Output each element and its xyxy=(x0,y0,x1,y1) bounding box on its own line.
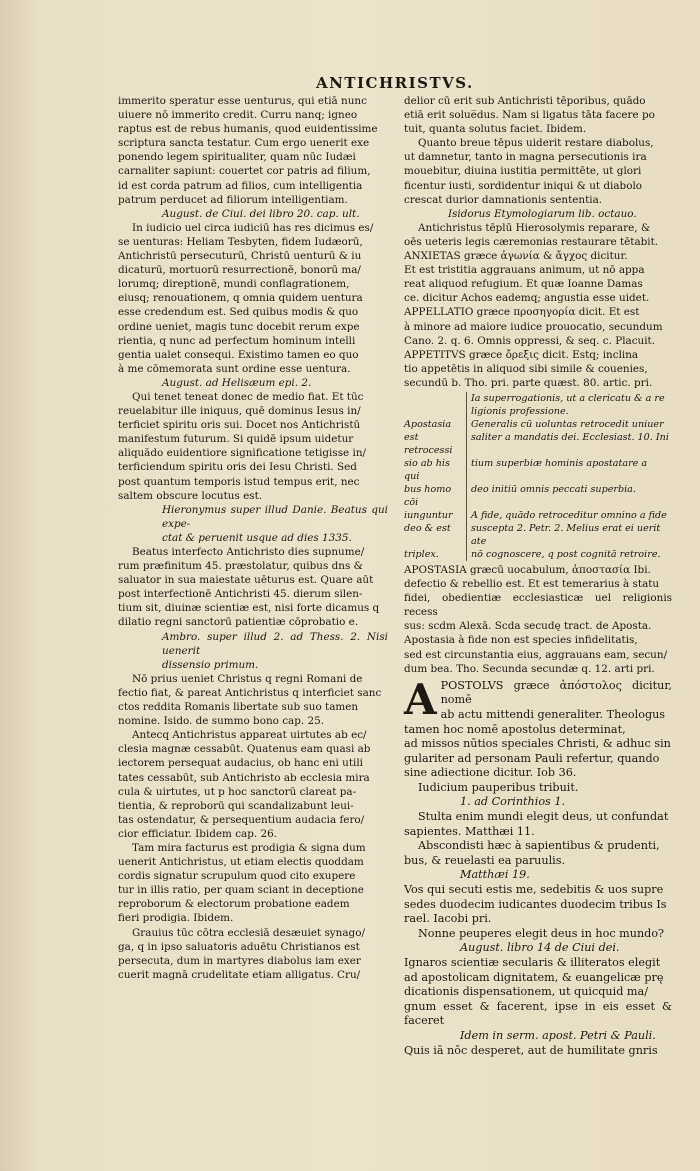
text-line: patrum perducet ad filiorum intelligentiam. xyxy=(118,193,348,206)
note-main-text: Ia superrogationis, ut a clericatu & a re xyxy=(466,392,672,405)
text-line: lorumq; direptionē, mundi conflagrationem, xyxy=(118,278,350,291)
text-line: Quanto breue tēpus uiderit restare diabolus, xyxy=(418,137,654,150)
text-line: saluator in sua maiestate uēturus est. Quare aūt xyxy=(118,574,374,587)
note-row xyxy=(404,548,672,561)
text-line: In iudicio uel circa iudiciū has res dicimus es/ xyxy=(132,221,374,234)
text-line: à minore ad maiore iudice prouocatio, secundum xyxy=(404,320,663,333)
text-line: ficentur iusti, sordidentur iniqui & ut diabolo xyxy=(404,179,643,192)
apostolus-entry xyxy=(404,674,672,781)
text-line: dicationis dispensationem, ut quicquid ma/ xyxy=(404,985,648,999)
text-line: APPETITVS græce ὄρεξις dicit. Estq; inclina xyxy=(404,348,639,361)
text-line: tur in illis ratio, per quam sciant in deceptione xyxy=(118,884,364,897)
text-line: Grauius tūc cōtra ecclesiā desæuiet synago/ xyxy=(132,926,365,939)
text-line: APPELLATIO græce προσηγορία dicit. Et est xyxy=(404,306,640,319)
text-line: cuerit magnā crudelitate etiam alligatus. Cru/ xyxy=(118,968,361,981)
text-line: tium sit, diuinæ scientiæ est, nisi forte dicamus q xyxy=(118,602,380,615)
note-side-label: deo & est xyxy=(404,522,451,534)
text-line: terficiet spiritu oris sui. Docet nos Antichristū xyxy=(118,419,361,432)
text-line: dissensio primum. xyxy=(162,658,259,671)
note-main-text: nō cognoscere, q post cognitā retroire. xyxy=(466,548,672,561)
text-line: gentia ualet consequi. Existimo tamen eo quo xyxy=(118,348,359,361)
text-line: mouebitur, diuina iustitia permittēte, ut glori xyxy=(404,165,642,178)
right-column-top xyxy=(404,94,672,390)
text-line: persecuta, dum in martyres diabolus iam exer xyxy=(118,954,361,967)
note-side-label: est retrocessi xyxy=(404,431,453,456)
text-line: 1. ad Corinthios 1. xyxy=(460,795,566,809)
text-line: oēs ueteris legis cæremonias restaurare tētabit. xyxy=(404,235,659,248)
text-line: gnum esset & facerent, ipse in eis esset & faceret xyxy=(404,999,672,1028)
text-line: uenerit Antichristus, ut etiam electis quoddam xyxy=(118,856,364,869)
text-line: ordine ueniet, magis tunc docebit rerum expe xyxy=(118,320,360,333)
note-side-label xyxy=(404,405,466,418)
text-line: dilatio regni sanctorū patientiæ cōprobatio e. xyxy=(118,616,359,629)
text-line: Vos qui secuti estis me, sedebitis & uos supre xyxy=(404,883,664,897)
text-line: cula & uirtutes, ut p hoc sanctorū clareat pa- xyxy=(118,785,357,798)
text-line: Antichristū persecuturū, Christū uenturū & iu xyxy=(118,250,362,263)
text-line: Ignaros scientiæ secularis & illiteratos elegit xyxy=(404,956,661,969)
text-line: Iudicium pauperibus tribuit. xyxy=(418,780,579,794)
text-line: Apostasia à fide non est species infidelitatis, xyxy=(404,634,638,647)
text-line: post quantum temporis istud tempus erit, nec xyxy=(118,475,360,488)
text-line: reuelabitur ille iniquus, quē dominus Iesus in/ xyxy=(118,405,361,418)
text-line: uiuere nō immerito credit. Curru nanq; igneo xyxy=(118,109,358,122)
note-side-label: iunguntur xyxy=(404,509,453,521)
note-side-label xyxy=(404,392,466,405)
note-row xyxy=(404,431,672,457)
text-line: nomine. Isido. de summo bono cap. 25. xyxy=(118,715,325,728)
note-row xyxy=(404,392,672,405)
text-line: Qui tenet teneat donec de medio fiat. Et tūc xyxy=(132,390,364,403)
text-line: Matthæi 19. xyxy=(460,868,530,882)
text-line: ad apostolicam dignitatem, & euangelicæ prę xyxy=(404,970,664,984)
text-line: Et est tristitia aggrauans animum, ut nō appa xyxy=(404,264,645,277)
note-side-label: sio ab his qui xyxy=(404,457,450,482)
note-main-text: A fide, quādo retroceditur omnino a fide xyxy=(466,509,672,522)
note-row xyxy=(404,522,672,548)
note-main-text: suscepta 2. Petr. 2. Melius erat ei uerit ate xyxy=(466,522,672,548)
note-row xyxy=(404,509,672,522)
text-line: ab actu mittendi generaliter. Theologus xyxy=(440,707,666,721)
text-line: August. libro 14 de Ciui dei. xyxy=(460,941,620,955)
text-line: Isidorus Etymologiarum lib. octauo. xyxy=(448,207,637,220)
text-line: eiusq; renouationem, q omnia quidem uentura xyxy=(118,292,363,305)
note-side-label: bus homo cōi xyxy=(404,483,452,508)
text-line: Stulta enim mundi elegit deus, ut confundat xyxy=(418,810,669,824)
note-side-label: Apostasia xyxy=(404,418,452,430)
right-column-end xyxy=(404,781,672,1058)
text-line: tientia, & reproborū qui scandalizabunt leui- xyxy=(118,799,354,812)
text-line: rum præfinitum 45. præstolatur, quibus dns & xyxy=(118,560,363,573)
text-line: raptus est de rebus humanis, quod euidentissime xyxy=(118,123,378,136)
text-line: saltem obscure locutus est. xyxy=(118,489,263,502)
text-line: manifestum futurum. Si quidē ipsum uidetur xyxy=(118,433,354,446)
text-line: clesia magnæ cessabūt. Quatenus eam quasi ab xyxy=(118,743,371,756)
apostolus-text xyxy=(404,674,672,781)
text-line: fieri prodigia. Ibidem. xyxy=(118,912,234,925)
text-line: tio appetētis in aliquod sibi simile & couenies, xyxy=(404,362,648,375)
text-line: ctos reddita Romanis libertate sub suo tamen xyxy=(118,701,359,714)
text-line: sed est circunstantia eius, aggrauans eam, secun/ xyxy=(404,648,668,661)
right-column-middle xyxy=(404,563,672,676)
text-line: Antichristus tēplū Hierosolymis reparare, & xyxy=(418,221,651,234)
text-line: rael. Iacobi pri. xyxy=(404,912,492,926)
text-line: aliquādo euidentiore significatione tetigisse in/ xyxy=(118,447,367,460)
note-main-text: saliter a mandatis dei. Ecclesiast. 10. Ini xyxy=(466,431,672,457)
text-line: sedes duodecim iudicantes duodecim tribus Is xyxy=(404,897,667,911)
text-line: ANXIETAS græce ἀγωνία & ἄγχος dicitur. xyxy=(404,250,628,263)
text-line: tates cessabūt, sub Antichristo ab ecclesia mira xyxy=(118,771,370,784)
text-line: Abscondisti hæc à sapientibus & prudenti, xyxy=(418,839,660,853)
text-line: reproborum & electorum probatione eadem xyxy=(118,898,350,911)
text-line: Cano. 2. q. 6. Omnis oppressi, & seq. c. Placuit. xyxy=(404,334,656,347)
text-line: tamen hoc nomē apostolus determinat, xyxy=(404,722,626,736)
text-line: ad missos nūtios speciales Christi, & adhuc sin xyxy=(404,737,671,751)
text-line: APOSTASIA græcū uocabulum, ἀποστασία Ibi. xyxy=(404,563,651,576)
text-line: Hieronymus super illud Danie. Beatus qui expe- xyxy=(162,503,388,530)
note-main-text: ligionis professione. xyxy=(466,405,672,418)
text-line: ctat & peruenit usque ad dies 1335. xyxy=(162,531,352,544)
text-line: POSTOLVS græce ἀπόστολος dicitur, nomē xyxy=(440,678,672,707)
note-side-label: triplex. xyxy=(404,548,439,560)
text-line: tuit, quanta solutus faciet. Ibidem. xyxy=(404,123,587,136)
note-row xyxy=(404,405,672,418)
text-line: ga, q in ipso saluatoris aduētu Christianos est xyxy=(118,940,360,953)
text-line: defectio & rebellio est. Et est temerarius à statu xyxy=(404,578,660,591)
text-line: id est corda patrum ad filios, cum intelligentia xyxy=(118,179,363,192)
text-line: bus, & reuelasti ea paruulis. xyxy=(404,853,566,867)
text-line: sapientes. Matthæi 11. xyxy=(404,824,535,838)
text-line: August. de Ciui. dei libro 20. cap. ult. xyxy=(162,207,360,220)
text-line: Ambro. super illud 2. ad Thess. 2. Nisi uenerit xyxy=(162,630,388,657)
text-line: Nō prius ueniet Christus q regni Romani de xyxy=(132,672,363,685)
text-line: Antecq Antichristus appareat uirtutes ab ec/ xyxy=(132,729,367,742)
text-line: reat aliquod refugium. Et quæ Ioanne Damas xyxy=(404,278,643,291)
text-line: fidei, obedientiæ ecclesiasticæ uel religionis recess xyxy=(404,592,672,619)
text-line: iectorem persequat audacius, ob hanc eni utili xyxy=(118,757,363,770)
text-line: tas ostendatur, & persequentium audacia fero/ xyxy=(118,813,365,826)
text-line: ponendo legem spiritualiter, quam nūc Iudæi xyxy=(118,151,356,164)
text-line: scriptura sancta testatur. Cum ergo uenerit exe xyxy=(118,137,370,150)
text-line: Quis iā nōc desperet, aut de humilitate gnris xyxy=(404,1043,658,1057)
text-line: cior efficiatur. Ibidem cap. 26. xyxy=(118,827,277,840)
note-main-text: Generalis cū uoluntas retrocedit uniuer xyxy=(466,418,672,431)
note-row xyxy=(404,457,672,483)
right-column xyxy=(404,94,672,1058)
text-line: ce. dicitur Achos eademq; angustia esse uidet. xyxy=(404,292,650,305)
drop-cap-letter: A xyxy=(404,674,437,724)
text-line: dicaturū, mortuorū resurrectionē, bonorū ma/ xyxy=(118,264,361,277)
apostasia-note-block xyxy=(404,392,672,561)
note-main-text: deo initiū omnis peccati superbia. xyxy=(466,483,672,509)
text-line: rientia, q nunc ad perfectum hominum intelli xyxy=(118,334,356,347)
text-line: immerito speratur esse uenturus, qui etiā nunc xyxy=(118,95,367,107)
text-line: cordis signatur scrupulum quod cito exupere xyxy=(118,870,356,883)
text-line: Tam mira facturus est prodigia & signa dum xyxy=(132,841,366,854)
note-row xyxy=(404,483,672,509)
text-line: à me cōmemorata sunt ordine esse uentura. xyxy=(118,362,351,375)
text-line: ut damnetur, tanto in magna persecutionis ira xyxy=(404,151,647,164)
running-head: ANTICHRISTVS. xyxy=(316,74,474,92)
text-line: secundū b. Tho. pri. parte quæst. 80. artic. pri. xyxy=(404,376,653,389)
text-line: carnaliter sapiunt: couertet cor patris ad filium, xyxy=(118,165,371,178)
note-main-text: tium superbiæ hominis apostatare a xyxy=(466,457,672,483)
text-line: sine adiectione dicitur. Iob 36. xyxy=(404,766,577,780)
text-line: gulariter ad personam Pauli refertur, quando xyxy=(404,751,660,765)
text-line: crescat durior damnationis sententia. xyxy=(404,193,603,206)
text-line: post interfectionē Antichristi 45. dierum silen- xyxy=(118,588,363,601)
left-column xyxy=(118,94,388,982)
text-line: Nonne peuperes elegit deus in hoc mundo? xyxy=(418,926,665,940)
text-line: etiā erit solue̅dus. Nam si ligatus tāta facere po xyxy=(404,109,655,122)
text-line: Beatus interfecto Antichristo dies supnume/ xyxy=(132,546,365,558)
note-row xyxy=(404,418,672,431)
text-line: terficiendum spiritu oris dei Iesu Christi. Sed xyxy=(118,461,357,474)
text-line: esse credendum est. Sed quibus modis & quo xyxy=(118,306,359,319)
text-line: August. ad Helisæum epi. 2. xyxy=(162,376,312,389)
text-line: se uenturas: Heliam Tesbyten, fidem Iudæorū, xyxy=(118,235,363,248)
text-line: delior cū erit sub Antichristi tēporibus, quādo xyxy=(404,95,646,107)
text-line: fectio fiat, & pareat Antichristus q interficiet sanc xyxy=(118,686,382,699)
text-line: sus: scdm Alexā. Scda secudę tract. de Aposta. xyxy=(404,620,652,633)
text-line: Idem in serm. apost. Petri & Pauli. xyxy=(460,1028,656,1042)
text-line: dum bea. Tho. Secunda secundæ q. 12. arti pri. xyxy=(404,662,655,675)
